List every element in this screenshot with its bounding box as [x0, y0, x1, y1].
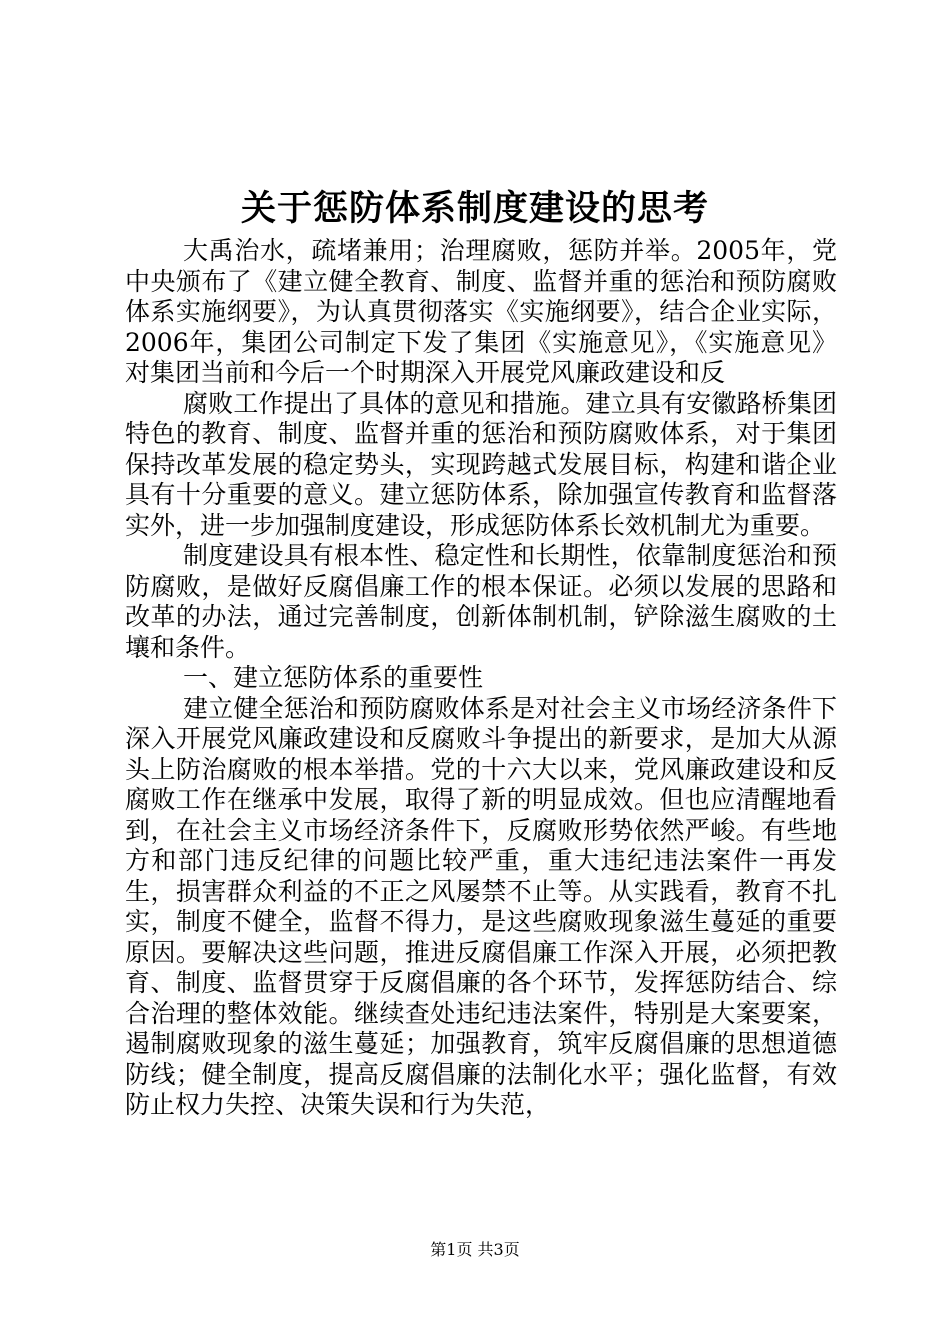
section-heading: 一、建立惩防体系的重要性	[183, 663, 484, 692]
paragraph-system-building: 制度建设具有根本性、稳定性和长期性，依靠制度惩治和预防腐败，是做好反腐倡廉工作的根本保证。必须以发展的思路和改革的办法，通过完善制度，创新体制机制，铲除滋生腐败的土壤和条件。	[125, 541, 837, 662]
page-number-footer: 第1页 共3页	[430, 1240, 520, 1259]
paragraph-importance: 建立健全惩治和预防腐败体系是对社会主义市场经济条件下深入开展党风廉政建设和反腐败斗争提出的新要求，是加大从源头上防治腐败的根本举措。党的十六大以来，党风廉政建设和反腐败工作在继承中发展，取得了新的明显成效。但也应清醒地看到，在社会主义市场经济条件下，反腐败形势依然严峻。有些地方和部门违反纪律的问题比较严重，重大违纪违法案件一再发生，损害群众利益的不正之风屡禁不止等。从实践看，教育不扎实，制度不健全，监督不得力，是这些腐败现象滋生蔓延的重要原因。要解决这些问题，推进反腐倡廉工作深入开展，必须把教育、制度、监督贯穿于反腐倡廉的各个环节，发挥惩防结合、综合治理的整体效能。继续查处违纪违法案件，特别是大案要案，遏制腐败现象的滋生蔓延；加强教育，筑牢反腐倡廉的思想道德防线；健全制度，提高反腐倡廉的法制化水平；强化监督，有效防止权力失控、决策失误和行为失范，	[125, 693, 837, 1119]
paragraph-anti-corruption-work: 腐败工作提出了具体的意见和措施。建立具有安徽路桥集团特色的教育、制度、监督并重的惩治和预防腐败体系，对于集团保持改革发展的稳定势头，实现跨越式发展目标，构建和谐企业具有十分重要的意义。建立惩防体系，除加强宣传教育和监督落实外，进一步加强制度建设，形成惩防体系长效机制尤为重要。	[125, 388, 837, 540]
paragraph-intro: 大禹治水，疏堵兼用；治理腐败，惩防并举。2005年，党中央颁布了《建立健全教育、制度、监督并重的惩治和预防腐败体系实施纲要》，为认真贯彻落实《实施纲要》，结合企业实际，2006年，集团公司制定下发了集团《实施意见》，《实施意见》对集团当前和今后一个时期深入开展党风廉政建设和反	[125, 236, 837, 387]
document-body	[125, 236, 837, 1121]
document-title: 关于惩防体系制度建设的思考	[240, 188, 709, 229]
